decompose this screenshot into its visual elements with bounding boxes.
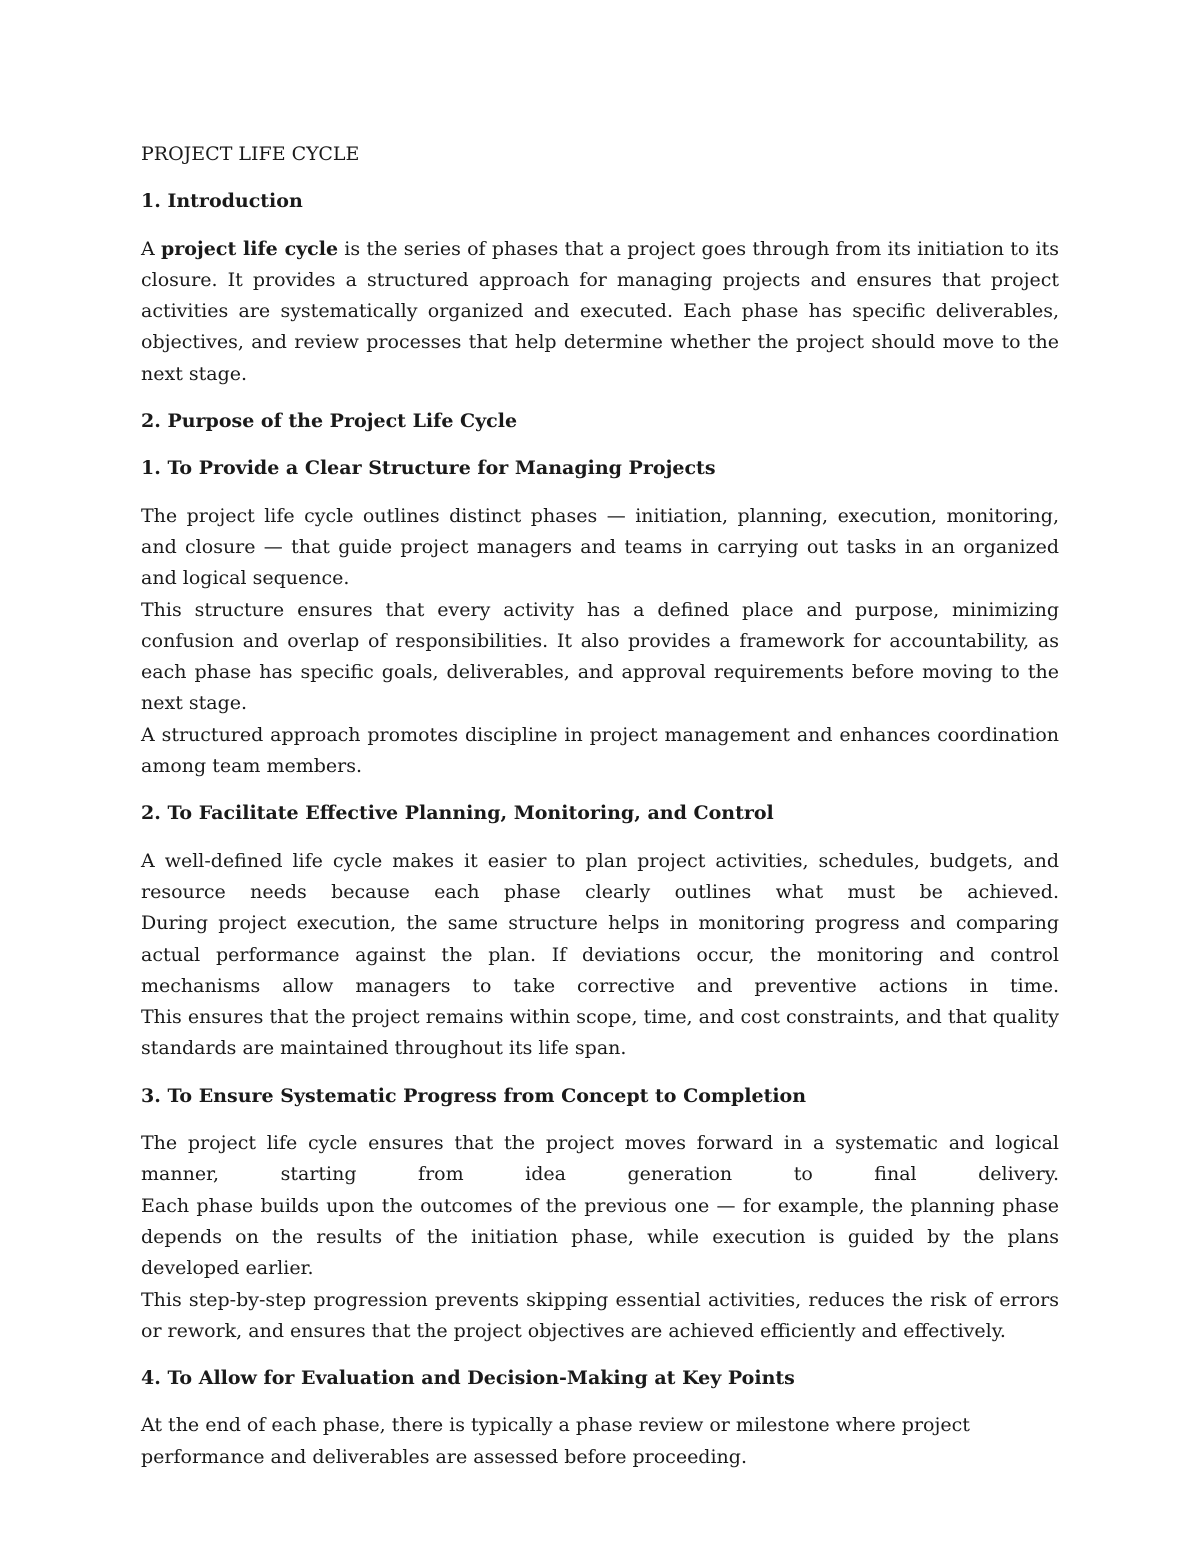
intro-lead: A <box>141 237 161 260</box>
section-heading-purpose: 2. Purpose of the Project Life Cycle <box>141 410 518 433</box>
purpose-item-heading-2: 2. To Facilitate Effective Planning, Monitoring, and Control <box>141 802 774 825</box>
paragraph-line: This step-by-step progression prevents skipping essential activities, reduces the risk of errors or rework, and ensures that the project objectives are achieved efficiently and effectively. <box>141 1288 1059 1342</box>
purpose-item-body-1 <box>141 501 1059 783</box>
intro-paragraph <box>141 234 1059 390</box>
purpose-item-heading-3: 3. To Ensure Systematic Progress from Concept to Completion <box>141 1084 807 1107</box>
paragraph-line: This structure ensures that every activity has a defined place and purpose, minimizing confusion and overlap of responsibilities. It also provides a framework for accountability, as each phase has specific goals, deliverables, and approval requirements before moving to the next stage. <box>141 598 1059 715</box>
purpose-item-heading-1: 1. To Provide a Clear Structure for Managing Projects <box>141 457 716 480</box>
paragraph-line: Each phase builds upon the outcomes of the previous one — for example, the planning phase depends on the results of the initiation phase, while execution is guided by the plans developed earlier. <box>141 1194 1059 1280</box>
purpose-item-heading-4: 4. To Allow for Evaluation and Decision-Making at Key Points <box>141 1367 795 1390</box>
section-heading-introduction: 1. Introduction <box>141 190 303 213</box>
purpose-item-body-4 <box>141 1410 1059 1473</box>
paragraph-line: A well-defined life cycle makes it easier to plan project activities, schedules, budgets, and resource needs because each phase clearly outlines what must be achieved. <box>141 849 1059 903</box>
paragraph-line: At the end of each phase, there is typically a phase review or milestone where project performance and deliverables are assessed before proceeding. <box>141 1414 970 1468</box>
paragraph-line: The project life cycle ensures that the project moves forward in a systematic and logical manner, starting from idea generation to final delivery. <box>141 1132 1059 1186</box>
purpose-item-body-2 <box>141 846 1059 1065</box>
paragraph-line: The project life cycle outlines distinct phases — initiation, planning, execution, monitoring, and closure — that guide project managers and teams in carrying out tasks in an organized and logical sequence. <box>141 504 1059 590</box>
document-body <box>141 139 1059 1489</box>
paragraph-line: This ensures that the project remains within scope, time, and cost constraints, and that quality standards are maintained throughout its life span. <box>141 1006 1059 1060</box>
purpose-item-body-3 <box>141 1128 1059 1347</box>
intro-rest: is the series of phases that a project goes through from its initiation to its closure. It provides a structured approach for managing projects and ensures that project activities are systematically organized and executed. Each phase has specific deliverables, objectives, and review processes that help determine whether the project should move to the next stage. <box>141 237 1059 385</box>
paragraph-line: During project execution, the same structure helps in monitoring progress and comparing actual performance against the plan. If deviations occur, the monitoring and control mechanisms allow managers to take corrective and preventive actions in time. <box>141 912 1059 997</box>
paragraph-line: A structured approach promotes discipline in project management and enhances coordination among team members. <box>141 723 1059 778</box>
intro-term: project life cycle <box>160 237 339 260</box>
document-title: PROJECT LIFE CYCLE <box>141 143 360 165</box>
